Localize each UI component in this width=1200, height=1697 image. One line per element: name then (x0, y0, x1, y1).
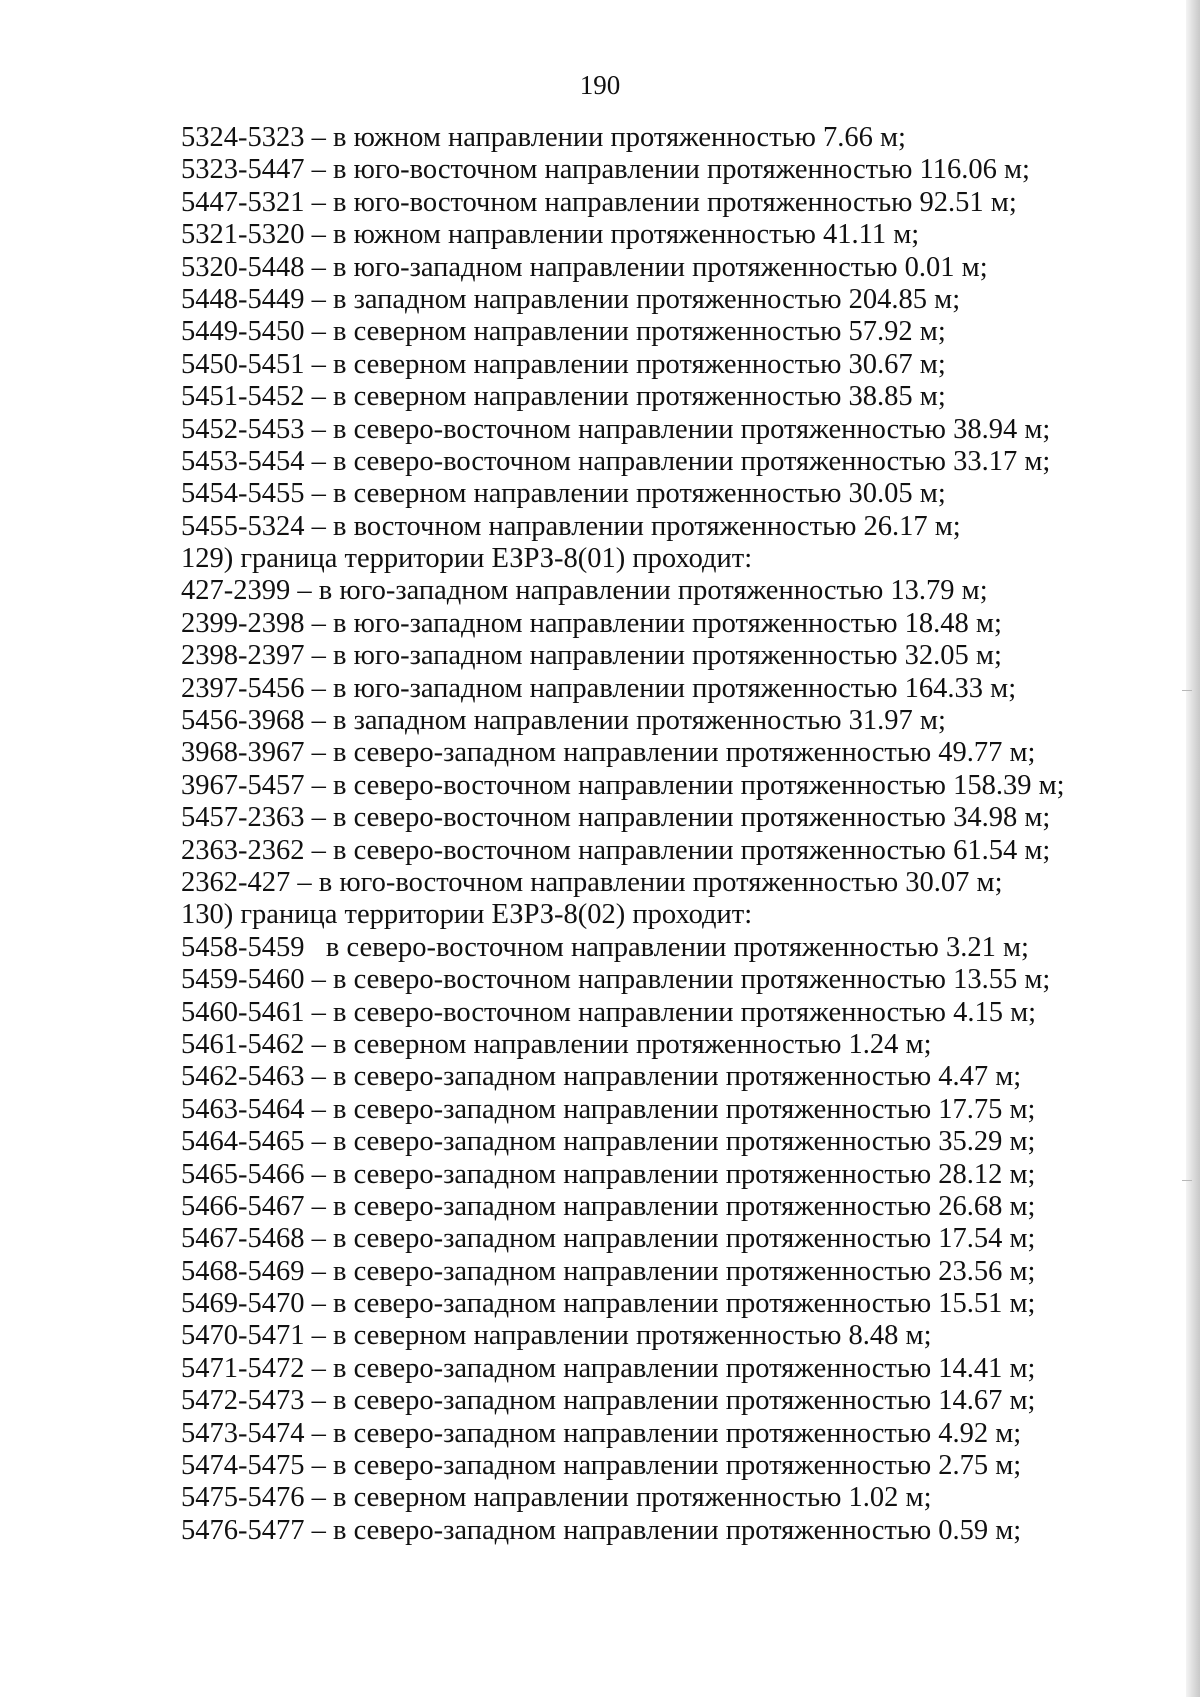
segment-separator: – (304, 1255, 333, 1287)
segment-separator: – (304, 283, 333, 315)
segment-description: в северо-западном направлении протяженностью 2.75 м; (333, 1450, 1022, 1482)
boundary-segment-line (181, 1450, 1181, 1482)
segment-separator: – (290, 866, 319, 898)
segment-code: 5323-5447 (181, 154, 305, 186)
boundary-segment-line (181, 867, 1181, 899)
segment-separator: – (304, 1320, 333, 1352)
segment-description: в западном направлении протяженностью 31.97 м; (333, 705, 946, 737)
segment-code: 5475-5476 (181, 1482, 305, 1514)
boundary-segment-line (181, 705, 1181, 737)
boundary-segment-line (181, 316, 1181, 348)
segment-description: в северо-восточном направлении протяженностью 4.15 м; (333, 996, 1037, 1028)
segment-description: в северо-восточном направлении протяженностью 33.17 м; (333, 445, 1051, 477)
segment-separator: – (304, 1028, 333, 1060)
segment-code: 5324-5323 (181, 122, 305, 153)
boundary-segment-line (181, 737, 1181, 769)
segment-separator: – (304, 381, 333, 413)
segment-separator: – (304, 316, 333, 348)
section-heading: 130) граница территории ЕЗРЗ-8(02) проходит: (181, 899, 753, 931)
segment-separator: – (304, 122, 333, 153)
boundary-segment-line (181, 1094, 1181, 1126)
segment-code: 3967-5457 (181, 769, 305, 801)
segment-code: 5458-5459 (181, 931, 305, 963)
segment-separator: – (290, 575, 319, 607)
segment-code: 5454-5455 (181, 478, 305, 510)
segment-separator: – (304, 413, 333, 445)
segment-description: в северо-восточном направлении протяженностью 61.54 м; (333, 834, 1051, 866)
boundary-segment-line (181, 964, 1181, 996)
segment-description: в северо-западном направлении протяженностью 49.77 м; (333, 737, 1036, 769)
segment-separator: – (304, 219, 333, 251)
segment-separator: – (304, 1158, 333, 1190)
boundary-segment-line (181, 154, 1181, 186)
segment-description: в северном направлении протяженностью 30.67 м; (333, 348, 946, 380)
segment-separator: – (304, 1385, 333, 1417)
boundary-segment-line (181, 478, 1181, 510)
segment-code: 5449-5450 (181, 316, 305, 348)
segment-description: в северо-западном направлении протяженностью 28.12 м; (333, 1158, 1036, 1190)
boundary-segment-line (181, 1223, 1181, 1255)
segment-description: в юго-западном направлении протяженностью 0.01 м; (333, 251, 988, 283)
scan-mark (1182, 690, 1192, 691)
boundary-segment-line (181, 575, 1181, 607)
boundary-segment-line (181, 608, 1181, 640)
segment-description: в северо-западном направлении протяженностью 14.67 м; (333, 1385, 1036, 1417)
segment-code: 5447-5321 (181, 186, 305, 218)
segment-description: в северо-западном направлении протяженностью 23.56 м; (333, 1255, 1036, 1287)
segment-description: в юго-западном направлении протяженностью 164.33 м; (333, 672, 1017, 704)
segment-code: 5474-5475 (181, 1450, 305, 1482)
segment-description: в южном направлении протяженностью 41.11 м; (333, 219, 920, 251)
segment-separator: – (304, 1417, 333, 1449)
segment-separator: – (304, 802, 333, 834)
section-heading-line (181, 899, 1181, 931)
boundary-segment-line (181, 219, 1181, 251)
segment-description: в северо-восточном направлении протяженностью 38.94 м; (333, 413, 1051, 445)
segment-separator: – (304, 769, 333, 801)
boundary-segment-line (181, 1159, 1181, 1191)
segment-code: 5452-5453 (181, 413, 305, 445)
segment-code: 3968-3967 (181, 737, 305, 769)
segment-description: в юго-западном направлении протяженностью 32.05 м; (333, 640, 1002, 672)
boundary-segment-line (181, 381, 1181, 413)
segment-code: 5464-5465 (181, 1126, 305, 1158)
segment-code: 2398-2397 (181, 640, 305, 672)
segment-code: 2397-5456 (181, 672, 305, 704)
boundary-segment-line (181, 1029, 1181, 1061)
segment-code: 5466-5467 (181, 1190, 305, 1222)
segment-code: 2363-2362 (181, 834, 305, 866)
section-heading: 129) граница территории ЕЗРЗ-8(01) проходит: (181, 543, 753, 575)
segment-code: 5471-5472 (181, 1352, 305, 1384)
section-heading-line (181, 543, 1181, 575)
boundary-segment-line (181, 1353, 1181, 1385)
segment-separator: – (304, 1352, 333, 1384)
segment-code: 5461-5462 (181, 1028, 305, 1060)
boundary-segment-line (181, 349, 1181, 381)
boundary-segment-line (181, 673, 1181, 705)
segment-description: в северо-восточном направлении протяженностью 34.98 м; (333, 802, 1051, 834)
segment-description: в юго-западном направлении протяженностью 18.48 м; (333, 607, 1002, 639)
segment-separator: – (304, 705, 333, 737)
boundary-segment-line (181, 122, 1181, 154)
segment-description: в северном направлении протяженностью 1.24 м; (333, 1028, 932, 1060)
segment-code: 427-2399 (181, 575, 291, 607)
boundary-segment-line (181, 1126, 1181, 1158)
scan-edge-strip (1186, 0, 1200, 1697)
segment-code: 5451-5452 (181, 381, 305, 413)
segment-separator: – (304, 640, 333, 672)
segment-code: 5321-5320 (181, 219, 305, 251)
segment-description: в северо-западном направлении протяженностью 4.92 м; (333, 1417, 1022, 1449)
boundary-segment-line (181, 1256, 1181, 1288)
boundary-segment-line (181, 284, 1181, 316)
segment-description: в северо-восточном направлении протяженностью 13.55 м; (333, 964, 1051, 996)
segment-separator: – (304, 1514, 333, 1546)
segment-code: 5320-5448 (181, 251, 305, 283)
boundary-segment-line (181, 1061, 1181, 1093)
segment-separator: – (304, 445, 333, 477)
segment-description: в северо-восточном направлении протяженностью 3.21 м; (325, 931, 1029, 963)
segment-code: 5469-5470 (181, 1288, 305, 1320)
boundary-segment-line (181, 446, 1181, 478)
segment-code: 5459-5460 (181, 964, 305, 996)
segment-separator: – (304, 348, 333, 380)
segment-separator: – (304, 1450, 333, 1482)
segment-separator: – (304, 607, 333, 639)
segment-separator: – (304, 1126, 333, 1158)
segment-description: в юго-восточном направлении протяженностью 92.51 м; (333, 186, 1017, 218)
boundary-segment-line (181, 802, 1181, 834)
segment-code: 5468-5469 (181, 1255, 305, 1287)
segment-separator: – (304, 1093, 333, 1125)
segment-description: в юго-восточном направлении протяженностью 30.07 м; (318, 866, 1003, 898)
segment-description: в северном направлении протяженностью 57.92 м; (333, 316, 946, 348)
segment-code: 5453-5454 (181, 445, 305, 477)
boundary-segment-line (181, 1482, 1181, 1514)
boundary-segment-line (181, 1320, 1181, 1352)
segment-separator: – (304, 672, 333, 704)
segment-separator: – (304, 510, 333, 542)
segment-separator: – (304, 1061, 333, 1093)
boundary-segment-line (181, 932, 1181, 964)
segment-code: 5448-5449 (181, 283, 305, 315)
segment-description: в северо-восточном направлении протяженностью 158.39 м; (333, 769, 1065, 801)
segment-separator: – (304, 834, 333, 866)
boundary-segment-line (181, 1191, 1181, 1223)
segment-code: 5463-5464 (181, 1093, 305, 1125)
segment-separator (305, 932, 326, 963)
segment-description: в северо-западном направлении протяженностью 15.51 м; (333, 1288, 1036, 1320)
boundary-segment-line (181, 1288, 1181, 1320)
segment-code: 5455-5324 (181, 510, 305, 542)
segment-description: в северо-западном направлении протяженностью 26.68 м; (333, 1190, 1036, 1222)
segment-separator: – (304, 737, 333, 769)
segment-description: в северо-западном направлении протяженностью 0.59 м; (333, 1514, 1022, 1546)
segment-description: в северном направлении протяженностью 30.05 м; (333, 478, 946, 510)
segment-code: 2399-2398 (181, 607, 305, 639)
segment-separator: – (304, 251, 333, 283)
boundary-segment-line (181, 835, 1181, 867)
segment-description: в северном направлении протяженностью 38.85 м; (333, 381, 946, 413)
segment-description: в северном направлении протяженностью 8.48 м; (333, 1320, 932, 1352)
segment-separator: – (304, 1223, 333, 1255)
segment-separator: – (304, 1190, 333, 1222)
segment-description: в северо-западном направлении протяженностью 17.75 м; (333, 1093, 1036, 1125)
boundary-segment-line (181, 997, 1181, 1029)
boundary-segment-line (181, 252, 1181, 284)
page-number: 190 (579, 70, 621, 100)
segment-code: 5465-5466 (181, 1158, 305, 1190)
segment-separator: – (304, 478, 333, 510)
segment-description: в юго-западном направлении протяженностью 13.79 м; (318, 575, 988, 607)
segment-description: в северо-западном направлении протяженностью 14.41 м; (333, 1352, 1036, 1384)
segment-code: 5462-5463 (181, 1061, 305, 1093)
segment-description: в северном направлении протяженностью 1.02 м; (333, 1482, 932, 1514)
segment-code: 2362-427 (181, 866, 291, 898)
boundary-segment-line (181, 640, 1181, 672)
boundary-description-list (181, 122, 1181, 1547)
segment-code: 5467-5468 (181, 1223, 305, 1255)
segment-separator: – (304, 964, 333, 996)
segment-separator: – (304, 1482, 333, 1514)
segment-description: в восточном направлении протяженностью 26.17 м; (333, 510, 961, 542)
segment-code: 5473-5474 (181, 1417, 305, 1449)
segment-separator: – (304, 996, 333, 1028)
segment-description: в юго-восточном направлении протяженностью 116.06 м; (333, 154, 1030, 186)
segment-separator: – (304, 154, 333, 186)
segment-separator: – (304, 186, 333, 218)
segment-code: 5450-5451 (181, 348, 305, 380)
boundary-segment-line (181, 1515, 1181, 1547)
segment-description: в северо-западном направлении протяженностью 17.54 м; (333, 1223, 1036, 1255)
boundary-segment-line (181, 187, 1181, 219)
segment-code: 5476-5477 (181, 1514, 305, 1546)
segment-code: 5457-2363 (181, 802, 305, 834)
boundary-segment-line (181, 770, 1181, 802)
boundary-segment-line (181, 511, 1181, 543)
segment-code: 5470-5471 (181, 1320, 305, 1352)
segment-description: в южном направлении протяженностью 7.66 м; (333, 122, 906, 153)
scan-mark (1182, 1180, 1192, 1181)
boundary-segment-line (181, 414, 1181, 446)
segment-description: в северо-западном направлении протяженностью 35.29 м; (333, 1126, 1036, 1158)
segment-code: 5456-3968 (181, 705, 305, 737)
boundary-segment-line (181, 1418, 1181, 1450)
segment-description: в западном направлении протяженностью 204.85 м; (333, 283, 961, 315)
segment-description: в северо-западном направлении протяженностью 4.47 м; (333, 1061, 1022, 1093)
segment-code: 5472-5473 (181, 1385, 305, 1417)
segment-separator: – (304, 1288, 333, 1320)
boundary-segment-line (181, 1385, 1181, 1417)
segment-code: 5460-5461 (181, 996, 305, 1028)
